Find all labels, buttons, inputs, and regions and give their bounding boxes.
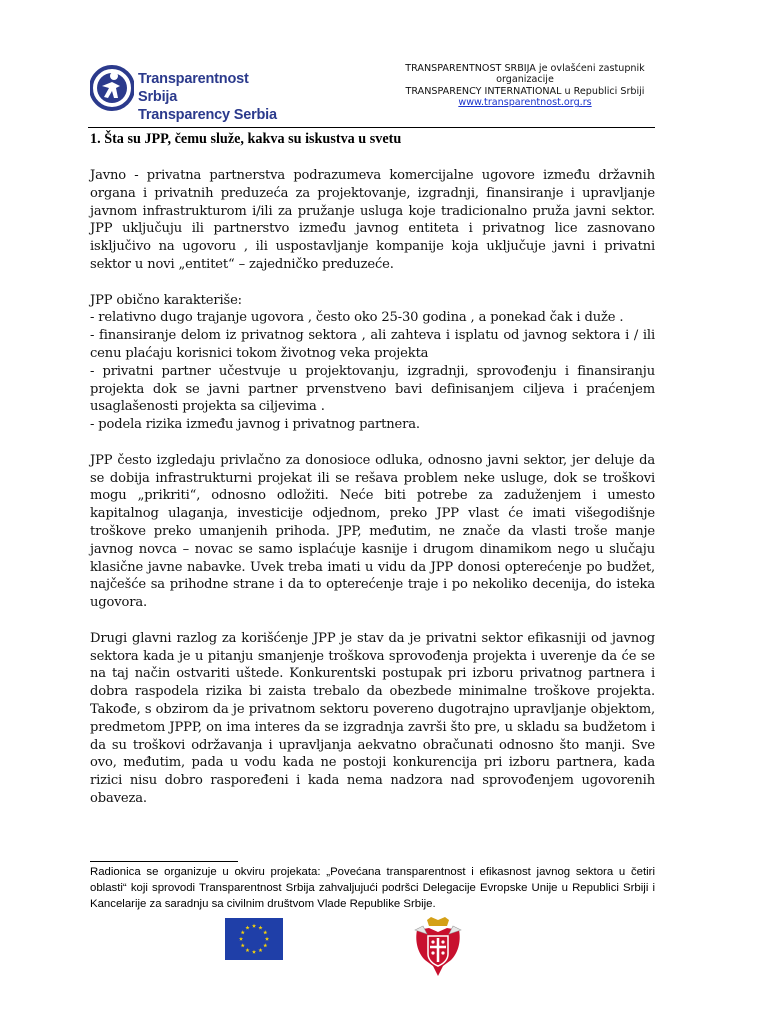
paragraph-definition: Javno - privatna partnerstva podrazumeva komercijalne ugovore između državnih organa i privatnih preduzeća za projektovanje, izgradnji, finansiranje i upravljanje javnom infrastrukturom i/ili za pružanje usluga koje tradicionalno pruža javni sektor. JPP uključuju ili partnerstvo između javnog entiteta i privatnog lice zasnovano isključivo na ugovoru , ili uspostavljanje kompanije koja uključuje javni i privatni sektor u novi „entitet“ – zajedničko preduzeće. [90, 168, 655, 272]
document-body [90, 167, 655, 825]
transparency-serbia-logo-icon [90, 64, 134, 116]
list-item: - privatni partner učestvuje u projektovanju, izgradnji, sprovođenju i finansiranju projekta dok se javni partner prvenstveno bavi definisanjem ciljeva i praćenjem usaglašenosti projekta sa ciljevima . [90, 363, 655, 415]
list-item: - finansiranje delom iz privatnog sektora , ali zahteva i isplatu od javnog sektora i / ili cenu plaćaju korisnici tokom životnog veka projekta [90, 328, 655, 361]
paragraph-characteristics [90, 292, 655, 434]
list-item: - podela rizika između javnog i privatnog partnera. [90, 417, 420, 433]
characteristics-intro: JPP obično karakteriše: [90, 292, 242, 308]
transparency-serbia-logo [90, 64, 290, 123]
logo-text [138, 70, 290, 124]
section-heading: 1. Šta su JPP, čemu služe, kakva su iskustva u svetu [90, 131, 402, 147]
paragraph-efficiency: Drugi glavni razlog za korišćenje JPP je stav da je privatni sektor efikasniji od javnog sektora kada je u pitanju smanjenje troškova sprovođenja projekta i uverenje da će se na taj način ostvariti uštede. Konkurentski postupak pri izboru privatnog partnera i dobra raspodela rizika bi zaista trebalo da obezbede minimalne troškove projekta. Takođe, s obzirom da je privatnom sektoru povereno dugotrajno upravljanje objektom, predmetom JPPP, on ima interes da se izgradnja završi što pre, u skladu sa budžetom i da su troškovi održavanja i upravljanja aekvatno obračunati odnosno što manji. Sve ovo, međutim, pada u vodu kada ne postoji konkurencija pri izboru partnera, kada rizici nisu dobro raspoređeni i kada nema nadzora nad sprovođenjem ugovorenih obaveza. [90, 630, 655, 806]
footnote-divider [90, 861, 238, 862]
organization-info [380, 63, 670, 109]
list-item: - relativno dugo trajanje ugovora , često oko 25-30 godina , a ponekad čak i duže . [90, 310, 624, 326]
website-link[interactable]: www.transparentnost.org.rs [458, 97, 592, 109]
serbia-coat-of-arms-icon [413, 916, 463, 978]
logo-line-2: Transparency Serbia [138, 107, 277, 123]
eu-flag-icon [225, 918, 283, 960]
org-line-1: TRANSPARENTNOST SRBIJA je ovlašćeni zastupnik [405, 63, 645, 74]
logo-line-1: Transparentnost Srbija [138, 71, 249, 105]
header-divider [88, 127, 655, 128]
org-line-3: TRANSPARENCY INTERNATIONAL u Republici Srbiji [405, 85, 645, 97]
paragraph-attractiveness: JPP često izgledaju privlačno za donosioce odluka, odnosno javni sektor, jer deluje da se dobija infrastrukturni projekat ili se rešava problem neke usluge, dok se troškovi mogu „prikriti“, odnosno odložiti. Neće biti potrebe za zaduženjem i umesto kapitalnog ulaganja, investicije odjednom, preko JPP vlast će imati višegodišnje troškove preko umanjenih prihoda. JPP, međutim, ne znače da vlasti troše manje javnog novca – novac se samo isplaćuje kasnije i drugom dinamikom nego u slučaju klasične javne nabavke. Uvek treba imati u vidu da JPP donosi opterećenje po budžet, najčešće sa prihodne strane i da to opterećenje traje i po nekoliko decenija, do isteka ugovora. [90, 452, 655, 611]
org-line-2: organizacije [496, 74, 554, 86]
footnote-text: Radionica se organizuje u okviru projekata: „Povećana transparentnost i efikasnost javnog sektora u četiri oblasti“ koji sprovodi Transparentnost Srbija zahvaljujući podršci Delegacije Evropske Unije u Republici Srbiji i Kancelarije za saradnju sa civilnim društvom Vlade Republike Srbije. [90, 866, 655, 910]
